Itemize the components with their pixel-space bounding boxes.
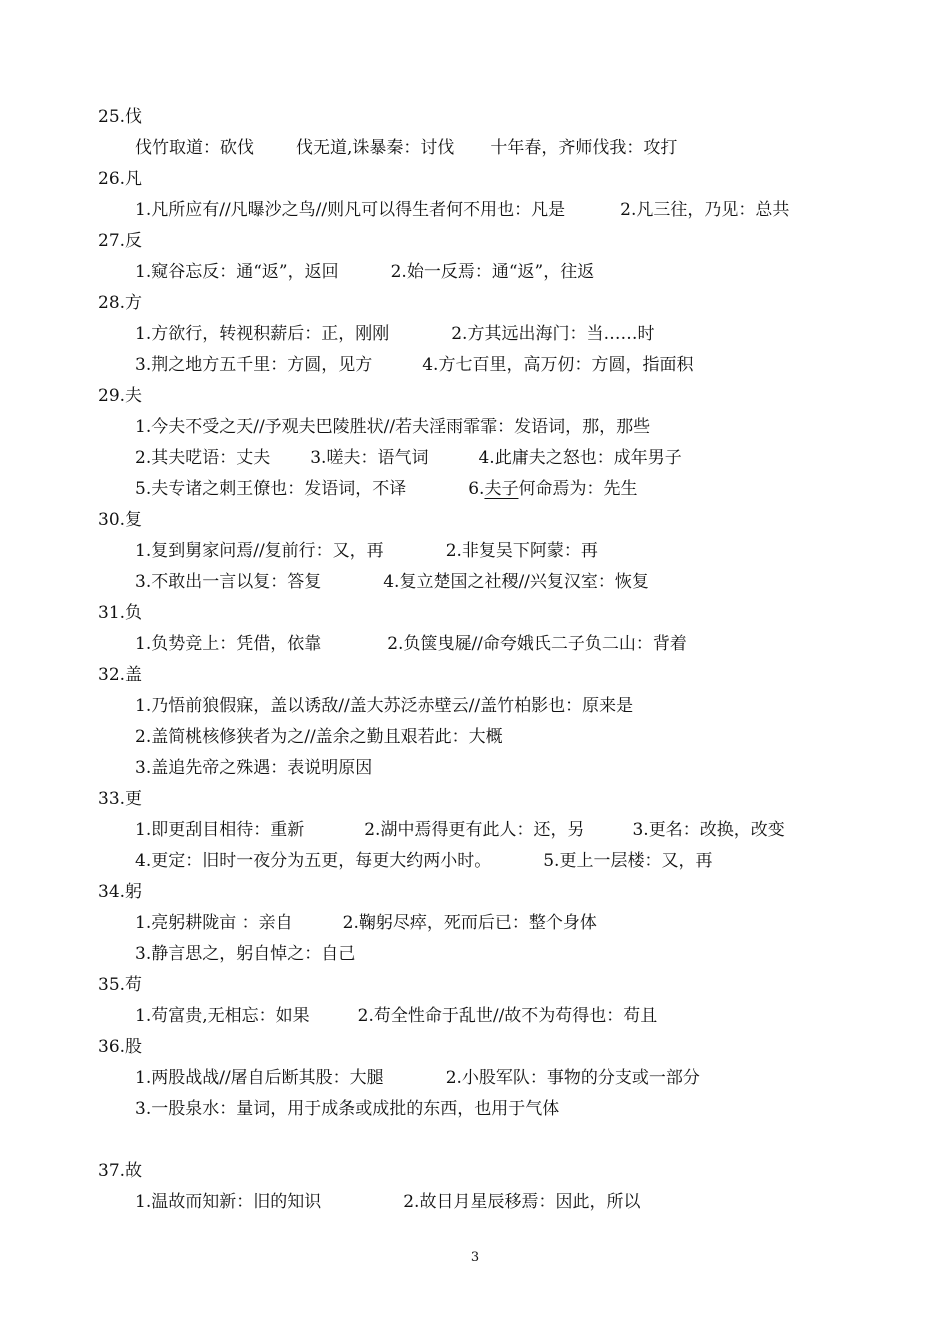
definition-item: 5.夫专诸之刺王僚也：发语词，不译 [135, 479, 407, 499]
definition-item: 2.小股军队：事物的分支或一部分 [445, 1068, 700, 1088]
definition-item: 4.更定：旧时一夜分为五更，每更大约两小时。 [135, 851, 492, 871]
entry-head: 34.躬 [98, 882, 143, 902]
entry-head: 32.盖 [98, 665, 143, 685]
definition-line [98, 536, 918, 567]
glossary-entry [98, 660, 918, 784]
definition-item: 3.更名：改换，改变 [632, 820, 785, 840]
definition-item: 4.此庸夫之怒也：成年男子 [478, 448, 682, 468]
definition-item: 2.故日月星辰移焉：因此，所以 [403, 1192, 641, 1212]
definition-line [98, 939, 918, 970]
definition-line [98, 753, 918, 784]
definition-item: 3.静言思之，躬自悼之：自己 [135, 944, 356, 964]
glossary-entry [98, 1032, 918, 1125]
definition-item: 4.方七百里，高万仞：方圆，指面积 [422, 355, 694, 375]
definition-item: 2.苟全性命于乱世//故不为苟得也：苟且 [357, 1006, 658, 1026]
definition-item: 1.乃悟前狼假寐，盖以诱敌//盖大苏泛赤壁云//盖竹柏影也：原来是 [135, 696, 634, 716]
definition-item: 3.不敢出一言以复：答复 [135, 572, 322, 592]
entry-head: 26.凡 [98, 169, 143, 189]
definition-line [98, 350, 918, 381]
entry-head: 29.夫 [98, 386, 143, 406]
item-prefix: 6. [468, 479, 485, 499]
definition-line [98, 1187, 918, 1218]
page-number: 3 [470, 1250, 480, 1265]
definition-line [98, 443, 918, 474]
definition-item: 1.凡所应有//凡曝沙之鸟//则凡可以得生者何不用也：凡是 [135, 200, 566, 220]
definition-item: 1.今夫不受之天//予观夫巴陵胜状//若夫淫雨霏霏：发语词，那，那些 [135, 417, 651, 437]
definition-item: 2.其夫呓语：丈夫 [135, 448, 271, 468]
definition-line [98, 629, 918, 660]
glossary-entry [98, 381, 918, 505]
definition-line [98, 908, 918, 939]
definition-item: 5.更上一层楼：又，再 [543, 851, 713, 871]
glossary-entry [98, 1156, 918, 1218]
definition-item: 1.负势竞上：凭借，依靠 [135, 634, 322, 654]
definition-line [98, 257, 918, 288]
definition-line [98, 319, 918, 350]
glossary-entry [98, 164, 918, 226]
definition-item: 3.盖追先帝之殊遇：表说明原因 [135, 758, 373, 778]
definition-item: 2.湖中焉得更有此人：还，另 [364, 820, 585, 840]
definition-item: 1.方欲行，转视积薪后：正，刚刚 [135, 324, 390, 344]
definition-item: 1.亮躬耕陇亩 ：亲自 [135, 913, 293, 933]
definition-item: 十年春，齐师伐我：攻打 [490, 138, 678, 158]
glossary-entry [98, 226, 918, 288]
glossary-entry [98, 784, 918, 877]
glossary-entry [98, 505, 918, 598]
item-suffix: 何命焉为：先生 [518, 479, 638, 499]
glossary-entry [98, 877, 918, 970]
entry-head: 33.更 [98, 789, 143, 809]
definition-item: 2.始一反焉：通“返”，往返 [390, 262, 595, 282]
definition-item: 1.窥谷忘反：通“返”，返回 [135, 262, 339, 282]
definition-item: 2.凡三往，乃见：总共 [620, 200, 790, 220]
definition-line [98, 474, 918, 505]
definition-item: 伐无道,诛暴秦：讨伐 [296, 138, 455, 158]
entry-head: 27.反 [98, 231, 143, 251]
definition-line [98, 1094, 918, 1125]
definition-line [98, 815, 918, 846]
entry-head: 25.伐 [98, 107, 143, 127]
definition-line [98, 567, 918, 598]
definition-item: 2.鞠躬尽瘁，死而后已：整个身体 [342, 913, 597, 933]
definition-item: 2.盖简桃核修狭者为之//盖余之勤且艰若此：大概 [135, 727, 503, 747]
definition-item: 3.一股泉水：量词，用于成条或成批的东西，也用于气体 [135, 1099, 560, 1119]
definition-item: 1.苟富贵,无相忘：如果 [135, 1006, 310, 1026]
entry-head: 35.苟 [98, 975, 143, 995]
glossary-entry [98, 598, 918, 660]
definition-line [98, 1001, 918, 1032]
underlined-term: 夫子 [484, 479, 519, 499]
definition-item: 1.温故而知新：旧的知识 [135, 1192, 322, 1212]
glossary-entries [98, 102, 918, 1218]
definition-line [98, 722, 918, 753]
glossary-entry [98, 970, 918, 1032]
definition-line [98, 195, 918, 226]
entry-head: 30.复 [98, 510, 143, 530]
definition-item: 3.荆之地方五千里：方圆，见方 [135, 355, 373, 375]
definition-item: 3.嗟夫：语气词 [310, 448, 429, 468]
entry-head: 28.方 [98, 293, 143, 313]
definition-item: 2.负箧曳屣//命夸娥氏二子负二山：背着 [387, 634, 687, 654]
entry-head: 31.负 [98, 603, 143, 623]
definition-item: 伐竹取道：砍伐 [135, 138, 254, 158]
entry-head: 36.股 [98, 1037, 143, 1057]
definition-line [98, 412, 918, 443]
definition-item: 2.方其远出海门：当……时 [451, 324, 655, 344]
definition-item: 4.复立楚国之社稷//兴复汉室：恢复 [383, 572, 649, 592]
definition-line [98, 846, 918, 877]
definition-item: 1.复到舅家问焉//复前行：又，再 [135, 541, 384, 561]
entry-head: 37.故 [98, 1161, 143, 1181]
definition-item [468, 474, 637, 505]
definition-line [98, 691, 918, 722]
definition-line [98, 133, 918, 164]
blank-line [98, 1125, 918, 1156]
definition-line [98, 1063, 918, 1094]
definition-item: 2.非复吴下阿蒙：再 [445, 541, 598, 561]
glossary-entry [98, 288, 918, 381]
definition-item: 1.两股战战//屠自后断其股：大腿 [135, 1068, 384, 1088]
glossary-entry [98, 102, 918, 164]
definition-item: 1.即更刮目相待：重新 [135, 820, 305, 840]
